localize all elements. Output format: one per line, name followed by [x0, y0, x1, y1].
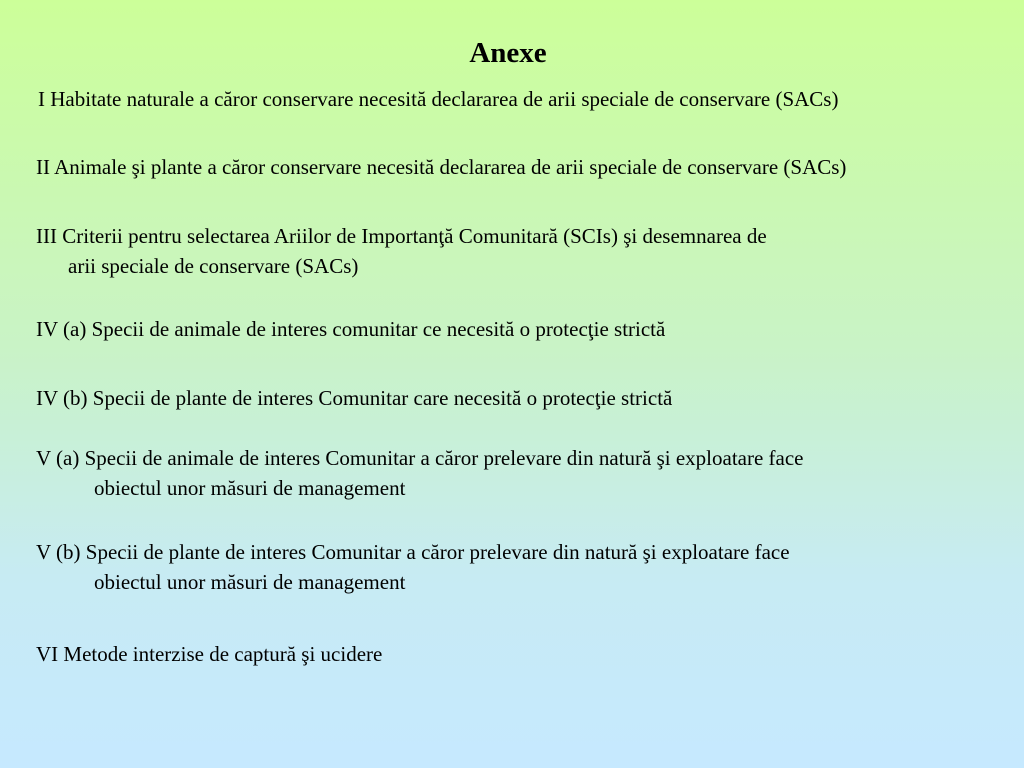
- annex-item-text: IV (b) Specii de plante de interes Comunitar care necesită o protecţie strictă: [36, 386, 673, 410]
- annex-item-4a: [36, 314, 665, 344]
- annex-item-5a: [36, 443, 804, 503]
- annex-item-1: [38, 84, 838, 114]
- annex-item-4b: [36, 383, 672, 413]
- annex-item-text: II Animale şi plante a căror conservare necesită declararea de arii speciale de conservare (SACs): [36, 155, 847, 179]
- annex-item-text: VI Metode interzise de captură şi ucidere: [36, 642, 383, 666]
- annex-item-text: IV (a) Specii de animale de interes comunitar ce necesită o protecţie strictă: [36, 317, 666, 341]
- annex-item-text: I Habitate naturale a căror conservare necesită declararea de arii speciale de conservare (SACs): [38, 87, 839, 111]
- annex-item-3: [36, 221, 767, 281]
- annex-item-text: III Criterii pentru selectarea Ariilor de Importanţă Comunitară (SCIs) şi desemnarea de: [36, 224, 767, 248]
- annex-item-6: [36, 639, 382, 669]
- annex-item-5b: [36, 537, 790, 597]
- annex-item-text: V (b) Specii de plante de interes Comunitar a căror prelevare din natură şi exploatare face: [36, 540, 790, 564]
- slide-title: Anexe: [469, 37, 547, 69]
- annex-item-2: [36, 152, 846, 182]
- annex-item-continuation: obiectul unor măsuri de management: [94, 476, 406, 500]
- annex-item-continuation: obiectul unor măsuri de management: [94, 570, 406, 594]
- annex-item-continuation: arii speciale de conservare (SACs): [68, 254, 359, 278]
- annex-item-text: V (a) Specii de animale de interes Comunitar a căror prelevare din natură şi exploatare face: [36, 446, 804, 470]
